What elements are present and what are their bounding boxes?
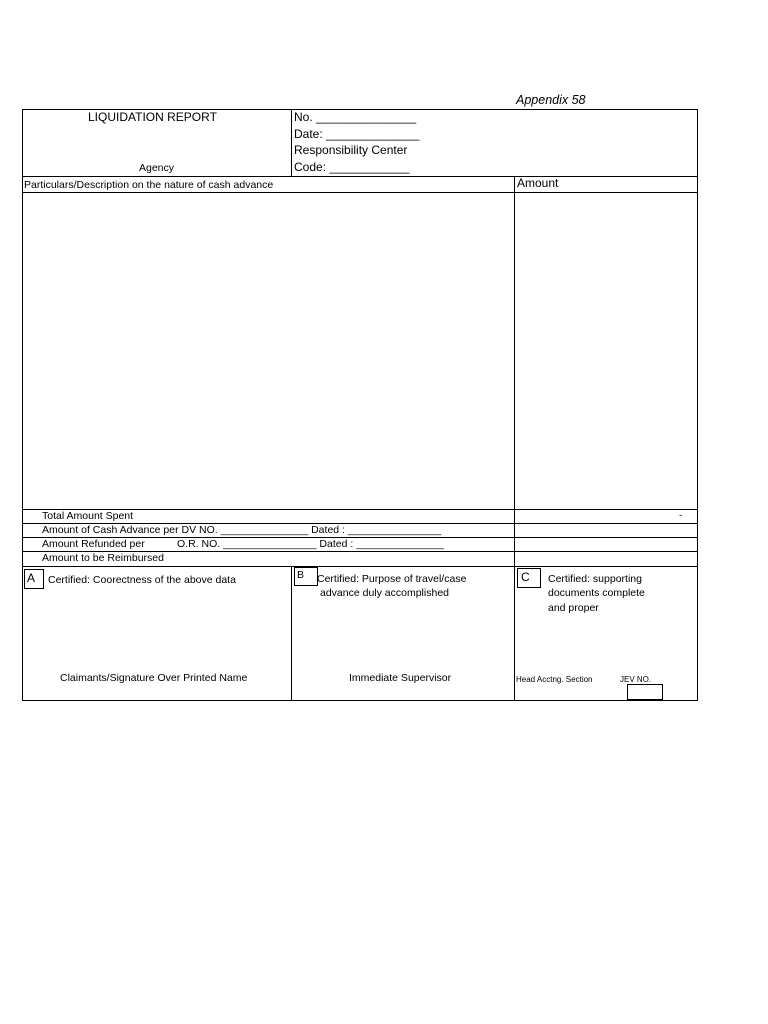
jev-no-box [627,684,663,700]
cert-b-letter: B [297,569,305,581]
total-amount-spent-value: - [679,510,683,521]
cert-a-letter: A [27,571,36,585]
refunded-or-row: O.R. NO. ________________ Dated : _______________ [177,538,444,550]
refunded-label: Amount Refunded per [42,538,145,550]
jev-no-label: JEV NO. [620,675,652,684]
cert-b-signatory: Immediate Supervisor [349,672,452,684]
cert-c-text-line2: documents complete [548,587,645,599]
report-title: LIQUIDATION REPORT [88,110,217,124]
responsibility-center-label: Responsibility Center [294,143,408,157]
rule [22,566,698,567]
reimbursed-label: Amount to be Reimbursed [42,552,164,564]
cert-b-text-line1: Certified: Purpose of travel/case [317,573,467,585]
code-field: Code: ____________ [294,160,410,174]
particulars-header: Particulars/Description on the nature of cash advance [24,179,274,191]
total-amount-spent-label: Total Amount Spent [42,510,134,522]
date-field: Date: ______________ [294,127,420,141]
cert-c-text-line3: and proper [548,602,599,614]
rule [22,176,698,177]
amount-header: Amount [517,176,559,190]
cert-c-letter: C [521,570,530,584]
cert-divider [291,566,292,701]
cert-c-text-line1: Certified: supporting [548,573,642,585]
cash-advance-row: Amount of Cash Advance per DV NO. _______________ Dated : ________________ [42,524,442,536]
cert-a-signatory: Claimants/Signature Over Printed Name [60,672,248,684]
cert-a-text: Certified: Coorectness of the above data [48,574,236,586]
appendix-label: Appendix 58 [516,93,586,107]
amount-column-divider [514,176,515,701]
cert-c-signatory: Head Acctng. Section [516,675,593,684]
no-field: No. _______________ [294,110,417,124]
header-divider [291,109,292,176]
cert-b-text-line2: advance duly accomplished [320,587,449,599]
agency-label: Agency [139,162,175,174]
rule [22,192,698,193]
